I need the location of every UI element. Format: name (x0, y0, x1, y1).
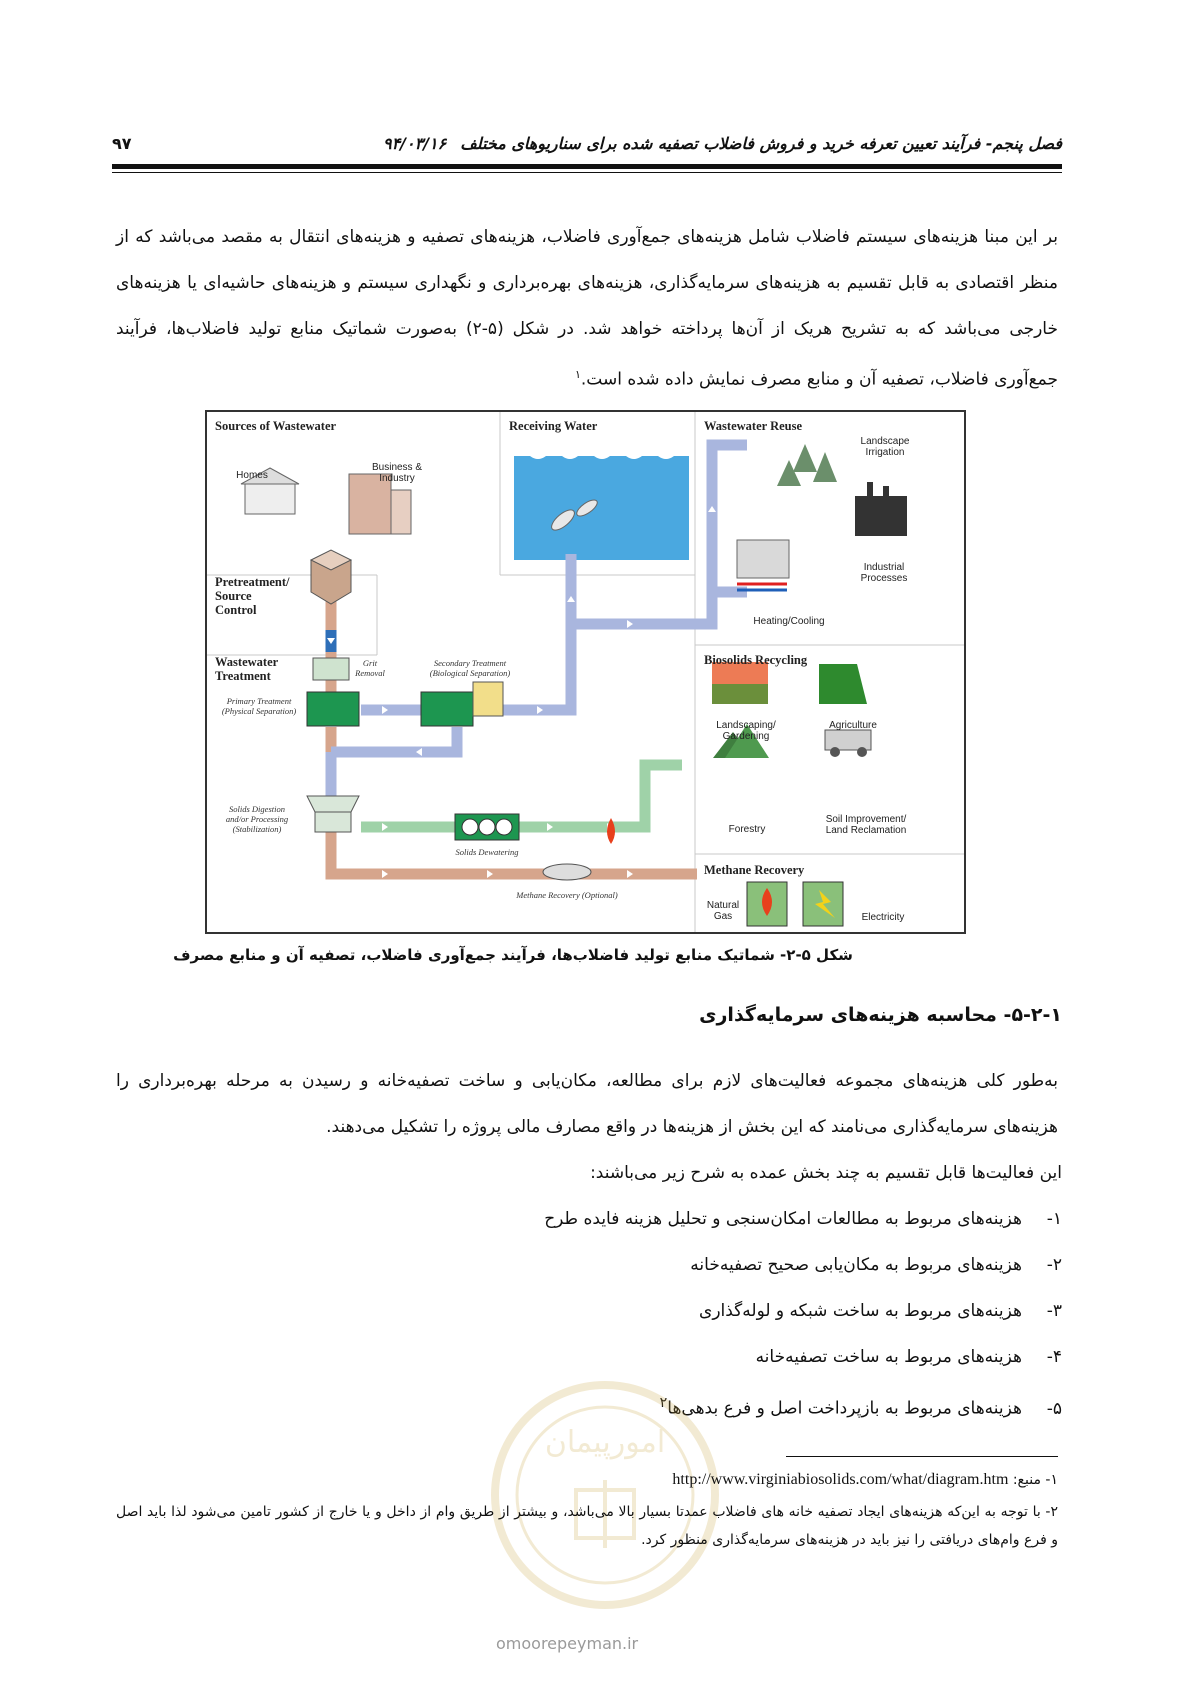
header-rule-thin (112, 172, 1062, 173)
watermark-seal (480, 1370, 730, 1620)
footnote-1-url: http://www.virginiabiosolids.com/what/diagram.htm (672, 1471, 1009, 1488)
watermark-seal-text: امورپیمان (544, 1425, 666, 1460)
label-natural-gas-2: Gas (713, 911, 733, 922)
label-grit-2: Removal (355, 668, 385, 678)
label-grit-1: Grit (362, 658, 378, 668)
section-title: ۵-۲-۱- محاسبه هزینه‌های سرمایه‌گذاری (699, 1004, 1062, 1026)
list-item (544, 1288, 1062, 1334)
list-item-text: هزینه‌های مربوط به بازپرداخت اصل و فرع بدهی‌ها (667, 1398, 1022, 1419)
panel-title-pretreatment-3: Control (215, 603, 257, 617)
list-item (544, 1242, 1062, 1288)
wastewater-diagram (205, 410, 966, 934)
label-natural-gas-1: Natural (706, 900, 740, 911)
panel-title-treatment-1: Wastewater (215, 655, 279, 669)
label-electricity: Electricity (861, 912, 905, 923)
footnote-ref-1: ۱ (574, 368, 581, 381)
panel-title-wastewater-reuse: Wastewater Reuse (704, 419, 803, 433)
list-item (544, 1196, 1062, 1242)
label-industrial-1: Industrial (863, 562, 905, 573)
running-head (383, 134, 1062, 153)
panel-title-sources: Sources of Wastewater (215, 419, 337, 433)
label-homes: Homes (236, 470, 268, 481)
footnote-ref-2: ۲ (659, 1395, 668, 1411)
figure-caption: شکل ۵-۲- شماتیک منابع تولید فاضلاب‌ها، فرآیند جمع‌آوری فاضلاب، تصفیه آن و منابع مصرف (173, 946, 853, 964)
list-item-text: هزینه‌های مربوط به ساخت تصفیه‌خانه (755, 1347, 1022, 1367)
list-item-number: ۳- (1046, 1301, 1062, 1321)
list-item-text: هزینه‌های مربوط به ساخت شبکه و لوله‌گذاری (699, 1301, 1022, 1321)
paragraph-intro-text: بر این مبنا هزینه‌های سیستم فاضلاب شامل هزینه‌های جمع‌آوری فاضلاب، هزینه‌های تصفیه و هزینه‌های انتقال به مقصد می‌باشد که از منظر اقتصادی به قابل تقسیم به هزینه‌های سرمایه‌گذاری، هزینه‌های بهره‌برداری و نگهداری سیستم و هزینه‌های حاشیه‌ای یا هزینه‌های خارجی می‌باشد که به تشریح هریک از آن‌ها پرداخته خواهد شد. در شکل (۵-۲) به‌صورت شماتیک منابع تولید فاضلاب‌ها، فرآیند جمع‌آوری فاضلاب، تصفیه آن و منابع مصرف نمایش داده شده است. (116, 227, 1058, 390)
label-business-1: Business & (371, 462, 423, 473)
label-secondary-1: Secondary Treatment (433, 658, 507, 668)
label-primary-1: Primary Treatment (226, 696, 292, 706)
label-methane-optional: Methane Recovery (Optional) (516, 890, 618, 900)
label-digestion-2: and/or Processing (225, 814, 289, 824)
paragraph-capital-costs: به‌طور کلی هزینه‌های مجموعه فعالیت‌های لازم برای مطالعه، مکان‌یابی و ساخت تصفیه‌خانه و رسیدن به مرحله بهره‌برداری را هزینه‌های سرمایه‌گذاری می‌نامند که این بخش از هزینه‌ها در واقع مصارف مالی پروژه را تشکیل می‌دهند. (116, 1071, 1058, 1137)
panel-title-pretreatment-1: Pretreatment/ (215, 575, 290, 589)
list-item-number: ۲- (1046, 1255, 1062, 1275)
label-soil-2: Land Reclamation (825, 825, 907, 836)
label-soil-1: Soil Improvement/ (825, 814, 907, 825)
label-landscaping-2: Gardening (722, 731, 770, 742)
page-number: ۹۷ (112, 134, 132, 153)
list-item-number: ۱- (1046, 1209, 1062, 1229)
label-digestion-3: (Stabilization) (232, 824, 282, 834)
list-item-number: ۵- (1046, 1398, 1062, 1419)
panel-title-biosolids: Biosolids Recycling (704, 653, 808, 667)
label-business-2: Industry (379, 473, 415, 484)
footnote-rule (786, 1456, 1058, 1457)
watermark-url: omoorepeyman.ir (496, 1634, 639, 1653)
footnote-1 (116, 1466, 1058, 1494)
label-agriculture: Agriculture (829, 720, 877, 731)
paragraph-capital-costs-intro: این فعالیت‌ها قابل تقسیم به چند بخش عمده به شرح زیر می‌باشند: (590, 1163, 1062, 1183)
running-head-date: ۹۴/۰۳/۱۶ (382, 134, 447, 153)
footnote-1-label: ۱- منبع: (1012, 1472, 1058, 1488)
label-digestion-1: Solids Digestion (229, 804, 285, 814)
running-head-title: فصل پنجم- فرآیند تعیین تعرفه خرید و فروش فاضلاب تصفیه شده برای سناریوهای مختلف (460, 134, 1062, 153)
label-industrial-2: Processes (860, 573, 908, 584)
label-secondary-2: (Biological Separation) (429, 668, 511, 678)
paragraph-intro (116, 214, 1058, 403)
panel-title-treatment-2: Treatment (215, 669, 271, 683)
label-forestry: Forestry (728, 824, 766, 835)
header-rule-thick (112, 164, 1062, 169)
label-primary-2: (Physical Separation) (221, 706, 297, 716)
list-item-number: ۴- (1046, 1347, 1062, 1367)
label-landscaping-1: Landscaping/ (716, 720, 776, 731)
list-item-text: هزینه‌های مربوط به مکان‌یابی صحیح تصفیه‌خانه (690, 1255, 1022, 1275)
page-header (112, 126, 1062, 166)
label-landscape-irrigation-1: Landscape (860, 436, 910, 447)
panel-title-receiving-water: Receiving Water (509, 419, 598, 433)
list-item-text: هزینه‌های مربوط به مطالعات امکان‌سنجی و تحلیل هزینه فایده طرح (544, 1209, 1022, 1229)
label-heating-cooling: Heating/Cooling (753, 616, 825, 627)
label-dewatering: Solids Dewatering (455, 847, 519, 857)
panel-title-pretreatment-2: Source (215, 589, 252, 603)
panel-title-methane: Methane Recovery (704, 863, 805, 877)
label-landscape-irrigation-2: Irrigation (865, 447, 905, 458)
footnote-2: ۲- با توجه به این‌که هزینه‌های ایجاد تصفیه خانه های فاضلاب عمدتا بسیار بالا می‌باشد، و بیشتر از طریق وام از داخل و یا خارج از کشور تامین می‌شود لذا باید اصل و فرع وام‌های دریافتی را نیز باید در هزینه‌های سرمایه‌گذاری منظور کرد. (116, 1504, 1058, 1548)
